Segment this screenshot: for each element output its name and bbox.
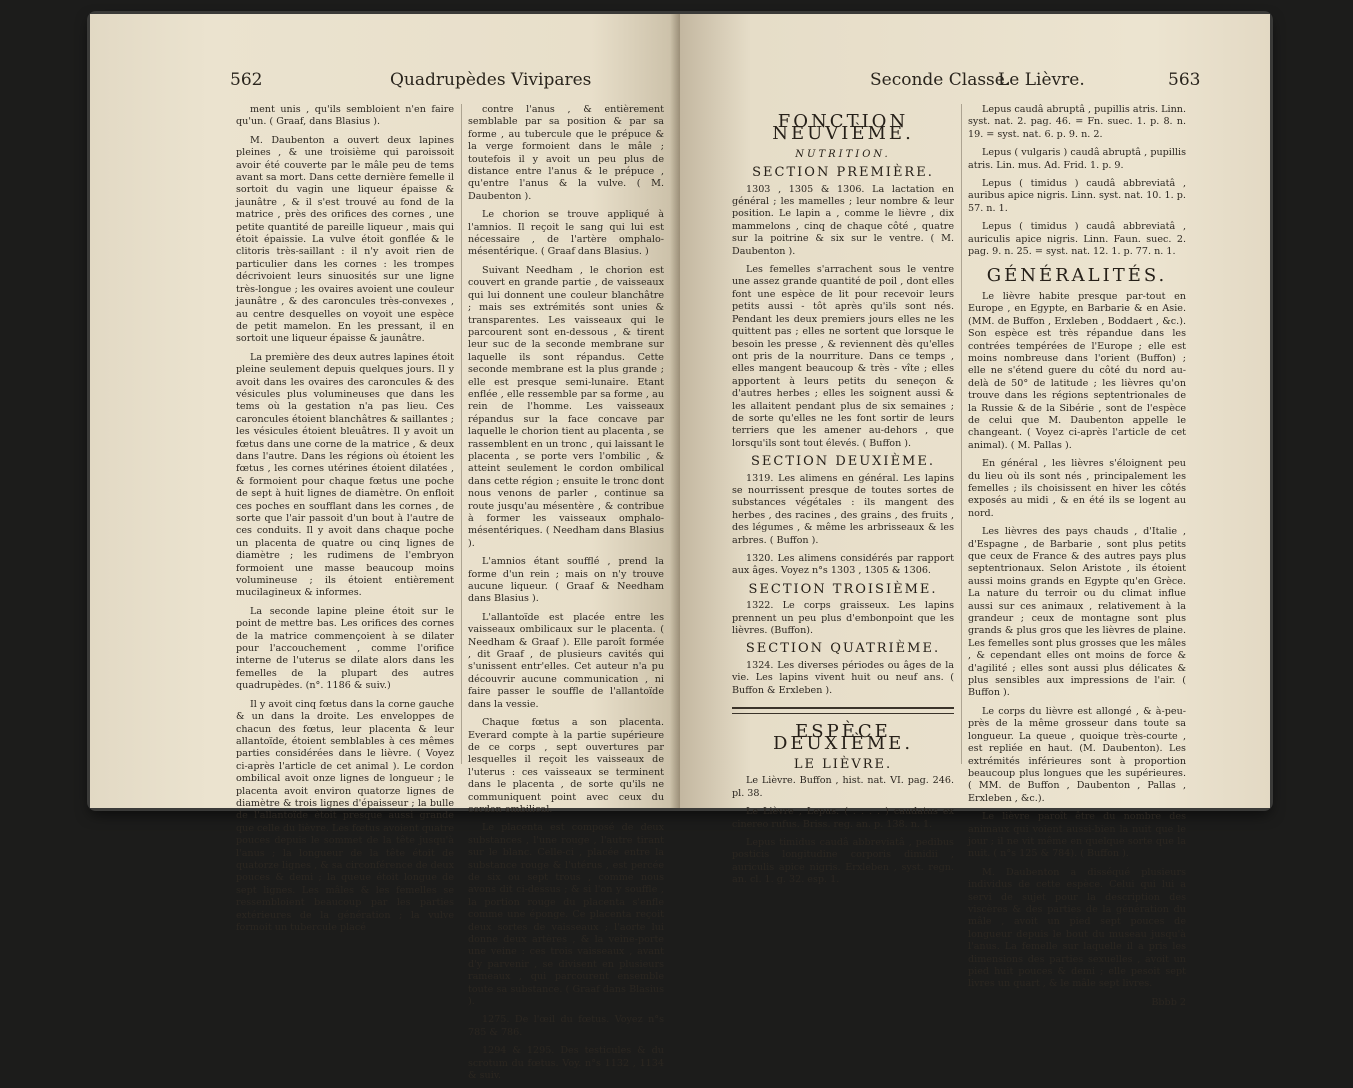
section-3-text	[732, 600, 954, 637]
right-folio: 563	[1168, 70, 1201, 90]
paragraph: Lepus ( timidus ) caudâ abbreviatâ , auriculis apice nigris. Linn. Faun. suec. 2. pag. 9. n. 25. = syst. nat. 12. 1. p. 77. n. 1.	[968, 221, 1186, 258]
paragraph: Suivant Needham , le chorion est couvert en grande partie , de vaisseaux qui lui donnent une couleur blanchâtre ; mais ses extrémités sont unies & transparentes. Les vaisseaux qui le parcourent sont en-dessous , & tirent leur suc de la seconde membrane sur laquelle ils sont répandus. Cette seconde membrane est la plus grande ; elle est presque semi-lunaire. Etant enflée , elle ressemble par sa forme , au rein de l'homme. Les vaisseaux répandus sur la face concave par laquelle le chorion tient au placenta , se rassemblent en un tronc , qui laissant le placenta , se porte vers l'ombilic , & atteint seulement le cordon ombilical dans cette région ; ensuite le tronc dont nous venons de parler , continue sa route jusqu'au mésentère , & contribue à former les vaisseaux omphalo-mésentériques. ( Needham dans Blasius ).	[468, 264, 664, 549]
paragraph: 1320. Les alimens considérés par rapport aux âges. Voyez n°s 1303 , 1305 & 1306.	[732, 553, 954, 577]
column-divider	[461, 104, 462, 764]
paragraph: ment unis , qu'ils sembloient n'en faire qu'un. ( Graaf, dans Blasius ).	[236, 104, 454, 128]
left-column-1	[236, 104, 454, 940]
paragraph: 1275. De l'œil du fœtus. Voyez n°s 785 & 786.	[468, 1014, 664, 1038]
paragraph: Lepus ( vulgaris ) caudâ abruptâ , pupillis atris. Lin. mus. Ad. Frid. 1. p. 9.	[968, 147, 1186, 171]
paragraph: contre l'anus , & entièrement semblable par sa position & par sa forme , au tubercule que le prépuce & la verge formoient dans le mâle ; toutefois il y avoit un peu plus de distance entre l'anus & le prépuce , qu'entre l'anus & la vulve. ( M. Daubenton ).	[468, 104, 664, 202]
heading-section-2: SECTION DEUXIÈME.	[751, 454, 935, 470]
heading-espece: ESPÈCE DEUXIÈME.	[772, 721, 914, 755]
paragraph: La seconde lapine pleine étoit sur le point de mettre bas. Les orifices des cornes de la matrice commençoient à se dilater pour l'accouchement , comme l'orifice interne de l'uterus se dilate alors dans les femelles de la plupart des autres quadrupèdes. (n°. 1186 & suiv.)	[236, 605, 454, 692]
right-running-title-plain: Seconde Classe.	[870, 70, 1011, 90]
paragraph: Les femelles s'arrachent sous le ventre une assez grande quantité de poil , dont elles font une espèce de lit pour recevoir leurs petits aussi - tôt après qu'ils sont nés. Pendant les deux premiers jours elles ne les quittent pas ; elles ne sortent que lorsque le besoin les presse , & reviennent dès qu'elles ont pris de la nourriture. Dans ce temps , elles mangent beaucoup & très - vîte ; elles apportent à leurs petits du seneçon & d'autres herbes ; elles les soignent aussi & les allaitent pendant plus de six semaines ; de sorte qu'elles ne les font sortir de leurs terriers que les amener au-dehors , que lorsqu'ils sont tout élevés. ( Buffon ).	[732, 264, 954, 449]
paragraph: Le lièvre habite presque par-tout en Europe , en Egypte, en Barbarie & en Asie. (MM. de Buffon , Erxleben , Boddaert , &c.). Son espèce est très répandue dans les contrées tempérées de l'Europe ; elle est moins nombreuse dans l'orient (Buffon) ; elle ne s'étend guere du côté du nord au-delà de 50° de latitude ; les lièvres qu'on trouve dans les régions septentrionales de la Russie & de la Sibérie , sont de l'espèce de celui que M. Daubenton appelle le changeant. ( Voyez ci-après l'article de cet animal). ( M. Pallas ).	[968, 290, 1186, 451]
paragraph: Le corps du lièvre est allongé , & à-peu-près de la même grosseur dans toute sa longueur. La queue , quoique très-courte , est repliée en haut. (M. Daubenton). Les extrémités inférieures sont à proportion beaucoup plus longues que les supérieures. ( MM. de Buffon , Daubenton , Pallas , Erxleben , &c.).	[968, 705, 1186, 804]
signature-mark: Bbbb 2	[1151, 996, 1186, 1008]
paragraph: Le Lièvre. Buffon , hist. nat. VI. pag. 246. pl. 38.	[732, 775, 954, 799]
synonyms-text	[968, 104, 1186, 258]
paragraph: L'allantoïde est placée entre les vaisseaux ombilicaux sur le placenta. ( Needham & Graaf ). Elle paroît formée , dit Graaf , de plusieurs cavités qui s'unissent entr'elles. Cet auteur n'a pu découvrir aucune communication , ni faire passer le souffle de l'allantoïde dans la vessie.	[468, 611, 664, 710]
generalites-text	[968, 291, 1186, 991]
paragraph: Le placenta est composé de deux substances , l'une rouge , l'autre tirant sur le blanc. Celle-ci , placée entre la substance rouge & l'utérus , est percée de six ou sept trous , comme nous avons dit ci-dessus ; & si l'on y souffle , la portion rouge du placenta s'enfle comme une éponge. Ce placenta reçoit deux sortes de vaisseaux ; l'aorte lui donne deux artères , & la veine-porte une veine : ces trois vaisseaux , avant d'y parvenir , se divisent en plusieurs rameaux , qui parcourent ensemble toute sa substance. ( Graaf dans Blasius ).	[468, 822, 664, 1008]
paragraph: Il y avoit cinq fœtus dans la corne gauche & un dans la droite. Les enveloppes de chacun des fœtus, leur placenta & leur allantoïde, étoient semblables à ces mêmes parties considérées dans le lièvre. ( Voyez ci-après l'article de cet animal ). Le cordon ombilical avoit onze lignes de longueur ; le placenta avoit environ quatorze lignes de diamètre & trois lignes d'épaisseur ; la bulle de l'allantoïde étoit presque aussi grande que celle du lièvre. Les fœtus avoient quatre pouces depuis le sommet de la tête jusqu'à l'anus ; la longueur de la tête étoit de quatorze lignes , & sa circonférence de deux pouces & demi ; la queue étoit longue de sept lignes. Les mâles & les femelles se ressembloient beaucoup par les parties extérieures de la génération ; la vulve formoit un tubercule placé	[236, 698, 454, 933]
paragraph: La première des deux autres lapines étoit pleine seulement depuis quelques jours. Il y avoit dans les ovaires des caroncules & des vésicules plus volumineuses que dans les tems où la gestation n'a pas lieu. Ces caroncules étoient blanchâtres & saillantes ; les vésicules étoient bleuâtres. Il y avoit un fœtus dans une corne de la matrice , & deux dans l'autre. Dans les régions où étoient les fœtus , les cornes utérines étoient dilatées , & formoient pour chaque fœtus une poche de sept à huit lignes de diamètre. On enfloit ces poches en soufflant dans les cornes , de sorte que l'air passoit d'un bout à l'autre de ces conduits. Il y avoit dans chaque poche un placenta de quatre ou cinq lignes de diamètre ; les rudimens de l'embryon formoient une masse beaucoup moins volumineuse ; ils étoient entièrement mucilagineux & informes.	[236, 351, 454, 599]
paragraph: 1324. Les diverses périodes ou âges de la vie. Les lapins vivent huit ou neuf ans. ( Buffon & Erxleben ).	[732, 659, 954, 696]
heading-fonction: FONCTION NEUVIÈME.	[772, 111, 914, 145]
left-column-2	[468, 104, 664, 1088]
paragraph: Le Lièvre , Lepus. ( . . . . ) caudatus ex cinereo rufus. Briss. reg. an. p. 138. n. 1.	[732, 806, 954, 830]
paragraph: Lepus ( timidus ) caudâ abbreviatâ , auribus apice nigris. Linn. syst. nat. 10. 1. p. 57. n. 1.	[968, 178, 1186, 214]
paragraph: En général , les lièvres s'éloignent peu du lieu où ils sont nés , principalement les femelles ; ils choisissent en hiver les côtés exposés au midi , & en été ils se logent au nord.	[968, 458, 1186, 519]
section-1-text	[732, 184, 954, 451]
paragraph: Le chorion se trouve appliqué à l'amnios. Il reçoit le sang qui lui est nécessaire , de l'artère omphalo-mésentérique. ( Graaf dans Blasius. )	[468, 209, 664, 258]
paragraph: 1303 , 1305 & 1306. La lactation en général ; les mamelles ; leur nombre & leur position. Le lapin a , comme le lièvre , dix mammelons , cinq de chaque côté , quatre sur la poitrine & six sur le ventre. ( M. Daubenton ).	[732, 183, 954, 257]
paragraph: M. Daubenton a disséqué plusieurs individus de cette espèce. Celui qui lui a servi de sujet pour la description des viscères & des parties de la génération du mâle , avoit un pied sept pouces de longueur depuis le bout du museau jusqu'à l'anus. La femelle sur laquelle il a pris les dimensions des parties sexuelles , avoit un pied huit pouces & demi ; elle pesoit sept livres un quart , & le mâle sept livres.	[968, 866, 1186, 990]
left-running-title: Quadrupèdes Vivipares	[390, 70, 592, 90]
paragraph: M. Daubenton a ouvert deux lapines pleines , & une troisième qui paroissoit avoir été couverte par le mâle peu de tems avant sa mort. Dans cette dernière femelle il sortoit du vagin une liqueur épaisse & jaunâtre , & il s'est trouvé au fond de la matrice , près des orifices des cornes , une petite quantité de pareille liqueur , mais qui étoit épaissie. La vulve étoit gonflée & le clitoris très-saillant : il n'y avoit rien de particulier dans les cornes : les trompes décrivoient leurs sinuosités sur une ligne très-longue ; les ovaires avoient une couleur jaunâtre , & des caroncules très-convexes , au centre desquelles on voyoit une espèce de petit mamelon. En les pressant, il en sortoit une liqueur épaisse & jaunâtre.	[236, 134, 454, 345]
paragraph: Lepus timidus caudâ abbreviatâ , pedibus posticis longitudine corporis dimidii , auriculis apice nigris. Erxleben , syst. regn. an. cl. 1. g. 32. esp. 1.	[732, 836, 954, 886]
right-column-2	[968, 104, 1186, 1009]
left-folio: 562	[230, 70, 263, 90]
right-column-1	[732, 104, 954, 893]
paragraph: Le lièvre paroît être du nombre des animaux qui voient aussi-bien la nuit que le jour ; il ne vit même en quelque sorte que la nuit. ( n°s 125 & 784). ( Buffon ).	[968, 811, 1186, 860]
section-2-text	[732, 473, 954, 578]
section-4-text	[732, 660, 954, 697]
paragraph: 1319. Les alimens en général. Les lapins se nourrissent presque de toutes sortes de substances végétales : ils mangent des herbes , des racines , des grains , des fruits , des légumes , & même les arbrisseaux & les arbres. ( Buffon ).	[732, 472, 954, 546]
espece-text	[732, 775, 954, 886]
left-page	[90, 14, 680, 1082]
paragraph: Les lièvres des pays chauds , d'Italie , d'Espagne , de Barbarie , sont plus petits que ceux de France & des autres pays plus septentrionaux. Selon Aristote , ils étoient aussi moins grands en Egypte qu'en Grèce. La nature du terroir ou du climat influe aussi sur ces animaux , relativement à la grandeur ; ceux de montagne sont plus grands & plus gros que les lièvres de plaine. Les femelles sont plus grosses que les mâles , & cependant elles ont moins de force & d'agilité ; elles sont aussi plus délicates & plus sensibles aux impressions de l'air. ( Buffon ).	[968, 526, 1186, 699]
double-rule-bottom	[732, 713, 954, 714]
paragraph: L'amnios étant soufflé , prend la forme d'un rein ; mais on n'y trouve aucune liqueur. ( Graaf & Needham dans Blasius ).	[468, 556, 664, 605]
heading-lievre: LE LIÈVRE.	[793, 756, 893, 772]
heading-nutrition: NUTRITION.	[795, 148, 891, 160]
heading-section-4: SECTION QUATRIÈME.	[745, 641, 941, 657]
open-book	[90, 14, 1270, 1082]
heading-generalites: GÉNÉRALITÉS.	[986, 265, 1168, 287]
right-page	[680, 14, 1270, 1008]
heading-section-1: SECTION PREMIÈRE.	[752, 165, 934, 181]
right-column-divider	[961, 104, 962, 764]
paragraph: 1322. Le corps graisseux. Les lapins prennent un peu plus d'embonpoint que les lièvres. (Buffon).	[732, 600, 954, 637]
right-running-title-italic: Le Lièvre.	[998, 70, 1085, 90]
paragraph: Chaque fœtus a son placenta. Everard compte à la partie supérieure de ce corps , sept ouvertures par lesquelles il reçoit les vaisseaux de l'uterus : ces vaisseaux se terminent dans le placenta , de sorte qu'ils ne communiquent point avec ceux du cordon ombilical.	[468, 717, 664, 815]
double-rule-top	[732, 707, 954, 709]
paragraph: Lepus caudâ abruptâ , pupillis atris. Linn. syst. nat. 2. pag. 46. = Fn. suec. 1. p. 8. n. 19. = syst. nat. 6. p. 9. n. 2.	[968, 104, 1186, 140]
heading-section-3: SECTION TROISIÈME.	[748, 581, 938, 597]
paragraph: 1294 & 1295. Des testicules & du scrotum du fœtus. Voy. n°s 1132 , 1134 & suiv.	[468, 1045, 664, 1082]
